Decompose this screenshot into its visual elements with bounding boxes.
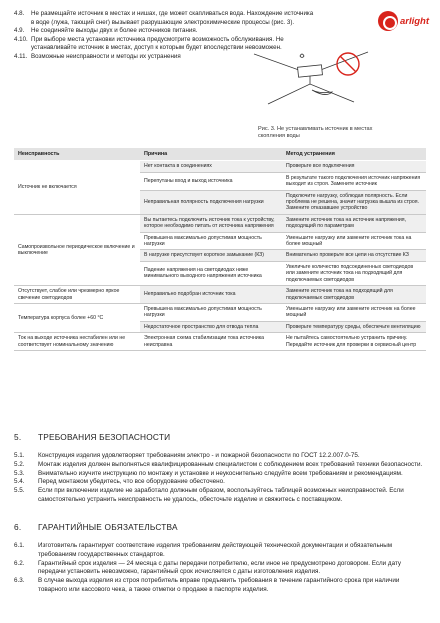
item-text: Внимательно изучите инструкцию по монтажу и установке и неукоснительно следуйте всем требованиям и рекомендациям. (38, 469, 403, 477)
header-fault: Неисправность (14, 148, 140, 161)
list-item (14, 478, 428, 487)
item-text: Если при включении изделие не заработало должным образом, воспользуйтесь таблицей возможных неисправностей. Если самостоятельно устранить неисправность не удалось, обесточьте изделие и свяжитесь с поставщиком. (38, 487, 404, 503)
section-title (14, 522, 428, 532)
troubleshooting-table (14, 148, 426, 351)
item-number: 6.2. (14, 559, 25, 567)
cause-cell: Электронная схема стабилизации тока источника неисправна (140, 333, 282, 351)
item-text: В случае выхода изделия из строя потребитель вправе предъявить требования в течение гарантийного срока при наличии товарного или кассового чека, а также отметки о продаже в паспорте изделия. (38, 577, 400, 593)
cause-cell: Неправильно подобран источник тока (140, 286, 282, 304)
item-number: 5.1. (14, 452, 25, 459)
item-number: 4.10. (14, 35, 28, 43)
logo-text: arlight (400, 15, 430, 27)
fix-cell: Внимательно проверьте все цепи на отсутствие КЗ (282, 250, 426, 261)
fault-cell: Отсутствует, слабое или чрезмерно яркое свечение светодиодов (14, 286, 140, 304)
cause-cell: Недостаточное пространство для отвода тепла (140, 321, 282, 332)
list-item (14, 452, 428, 461)
item-number: 5.3. (14, 469, 25, 477)
item-text: Не размещайте источник в местах и нишах, где может скапливаться вода. Нахождение источника в воде (лужа, тающий снег) вызывает разрушающие электрохимические процессы (рис. 3). (31, 10, 314, 26)
header-cause: Причина (140, 148, 282, 161)
item-text: Монтаж изделия должен выполняться квалифицированным специалистом с соблюдением всех требований техники безопасности. (38, 460, 423, 468)
figure-caption: Рис. 3. Не устанавливать источник в местах скопления воды (258, 126, 373, 139)
item-number: 6.3. (14, 577, 25, 585)
cause-cell: Превышена максимально допустимая мощность нагрузки (140, 232, 282, 250)
fault-cell: Самопроизвольное периодическое включение и выключение (14, 214, 140, 285)
list-item (14, 542, 428, 560)
item-number: 4.9. (14, 27, 25, 35)
table-row (14, 214, 426, 232)
fix-cell: Подключите нагрузку, соблюдая полярность. Если проблема не решена, значит нагрузка вышла из строя. Замените отказавшее устройство (282, 190, 426, 214)
fix-cell: Замените источник тока на источник напряжения, подходящий по параметрам (282, 214, 426, 232)
item-text: Перед монтажом убедитесь, что все оборудование обесточено. (38, 478, 225, 486)
table-row (14, 286, 426, 304)
cause-cell: Падение напряжения на светодиодах ниже минимального выходного напряжения источника (140, 261, 282, 285)
item-text: Конструкция изделия удовлетворяет требованиям электро - и пожарной безопасности по ГОСТ 12.2.007.0-75. (38, 452, 360, 459)
item-number: 5.4. (14, 478, 25, 486)
item-text: Гарантийный срок изделия — 24 месяца с даты передачи потребителю, если иное не предусмотрено договором. Если дату передачи установить невозможно, гарантийный срок исчисляется с даты изготовления изделия. (38, 559, 402, 576)
list-item (14, 560, 428, 578)
brand-logo (378, 11, 429, 31)
list-item (14, 461, 428, 470)
header-fix: Метод устранения (282, 148, 426, 161)
water-warning-illustration (246, 44, 376, 120)
item-number: 4.8. (14, 10, 25, 17)
section-title-text: ГАРАНТИЙНЫЕ ОБЯЗАТЕЛЬСТВА (38, 522, 178, 532)
item-text: Изготовитель гарантирует соответствие изделия требованиям действующей технической документации и обязательным требованиям государственных стандартов. (38, 542, 393, 558)
table-row (14, 161, 426, 172)
table-row (14, 333, 426, 351)
cause-cell: В нагрузке присутствует короткое замыкание (КЗ) (140, 250, 282, 261)
warranty-section (14, 522, 428, 595)
item-number: 4.11. (14, 52, 28, 60)
fault-cell: Источник не включается (14, 161, 140, 214)
fix-cell: Уменьшите нагрузку или замените источник на более мощный (282, 303, 426, 321)
fix-cell: Проверьте все подключения (282, 161, 426, 172)
section-title (14, 432, 428, 442)
cause-cell: Неправильная полярность подключения нагрузки (140, 190, 282, 214)
fault-cell: Температура корпуса более +60 °С (14, 303, 140, 332)
list-item (14, 487, 428, 505)
fix-cell: Увеличьте количество подсоединенных светодиодов или замените источник тока на подходящий для подключаемых светодиодов (282, 261, 426, 285)
section-number: 6. (14, 522, 22, 532)
item-number: 6.1. (14, 542, 25, 549)
table-row (14, 303, 426, 321)
list-item (14, 577, 428, 595)
list-item (14, 27, 314, 36)
fault-cell: Ток на выходе источника нестабилен или не соответствует номинальному значению (14, 333, 140, 351)
cause-cell: Вы пытаетесь подключить источник тока к устройству, которое необходимо питать от источника напряжения (140, 214, 282, 232)
item-text: Возможные неисправности и методы их устранения (31, 52, 181, 60)
logo-mark-icon (378, 11, 398, 31)
item-text: При выборе места установки источника предусмотрите возможность обслуживания. Не устанавливайте источник в местах, доступ к которым будет впоследствии невозможен. (31, 35, 284, 52)
fix-cell: В результате такого подключения источник напряжения выходит из строя. Замените источник (282, 172, 426, 190)
item-text: Не соединяйте выходы двух и более источников питания. (31, 27, 198, 35)
table-header-row (14, 148, 426, 161)
section-title-text: ТРЕБОВАНИЯ БЕЗОПАСНОСТИ (38, 432, 171, 442)
section-number: 5. (14, 432, 22, 442)
fix-cell: Проверьте температуру среды, обеспечьте вентиляцию (282, 321, 426, 332)
list-item (14, 10, 314, 27)
cause-cell: Нет контакта в соединениях (140, 161, 282, 172)
fix-cell: Не пытайтесь самостоятельно устранить причину. Передайте источник для проверки в сервисный центр (282, 333, 426, 351)
cause-cell: Превышена максимально допустимая мощность нагрузки (140, 303, 282, 321)
item-number: 5.5. (14, 487, 25, 495)
cause-cell: Перепутаны вход и выход источника (140, 172, 282, 190)
fix-cell: Уменьшите нагрузку или замените источник тока на более мощный (282, 232, 426, 250)
safety-section (14, 432, 428, 505)
item-number: 5.2. (14, 460, 25, 468)
fix-cell: Замените источник тока на подходящий для подключаемых светодиодов (282, 286, 426, 304)
